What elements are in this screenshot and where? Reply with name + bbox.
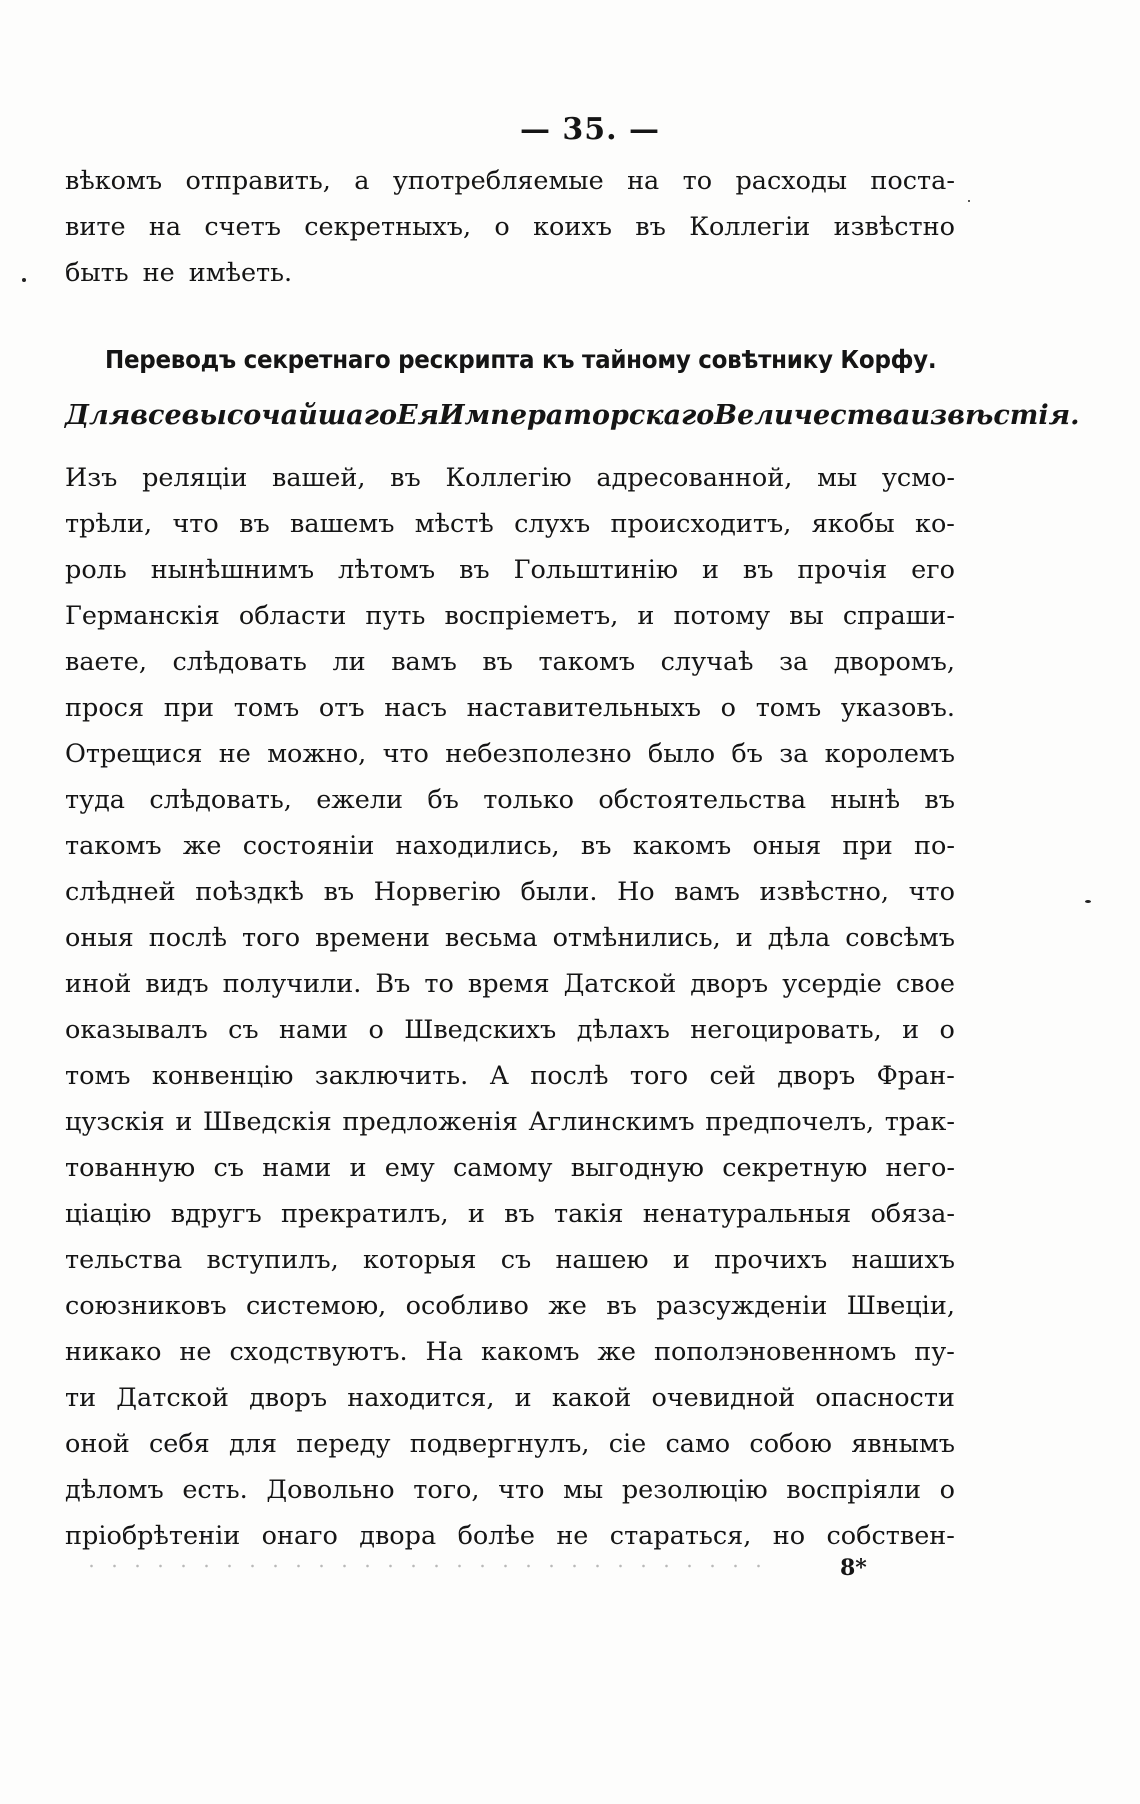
- text-line: [65, 204, 955, 250]
- word: предложенія: [342, 1107, 518, 1137]
- word: совсѣмъ: [845, 923, 955, 953]
- text-line: [65, 250, 955, 296]
- page-number: — 35. —: [519, 112, 661, 147]
- text-line: [65, 1329, 955, 1375]
- word: имѣеть.: [188, 258, 293, 288]
- word: ему: [384, 1153, 435, 1183]
- word: Коллегію: [445, 463, 572, 493]
- word: о: [939, 1475, 955, 1505]
- word: нынѣ: [830, 785, 901, 815]
- subheading-word: Императорскаго: [439, 400, 715, 431]
- word: бъ: [427, 785, 459, 815]
- word: нашею: [555, 1245, 649, 1275]
- word: туда: [65, 785, 126, 815]
- word: дѣломъ: [65, 1475, 164, 1505]
- word: и: [175, 1107, 193, 1137]
- word: въ: [742, 555, 774, 585]
- text-line: [65, 1467, 955, 1513]
- word: Шведскія: [203, 1107, 332, 1137]
- word: мы: [817, 463, 858, 493]
- word: реляціи: [142, 463, 248, 493]
- word: въ: [239, 509, 270, 539]
- word: Германскія: [65, 601, 220, 631]
- word: путь: [365, 601, 426, 631]
- word: весьма: [444, 923, 538, 953]
- subheading-word: Для: [65, 400, 131, 431]
- word: такія: [554, 1199, 624, 1229]
- word: ціацію: [65, 1199, 152, 1229]
- word: вашей,: [272, 463, 366, 493]
- word: вамъ: [391, 647, 457, 677]
- word: Въ: [375, 969, 411, 999]
- word: что: [172, 509, 219, 539]
- word: поѣздкѣ: [195, 877, 304, 907]
- word: цузскія: [65, 1107, 165, 1137]
- word: А: [489, 1061, 509, 1091]
- word: дворъ: [777, 1061, 856, 1091]
- word: секретную: [722, 1153, 868, 1183]
- word: о: [720, 693, 737, 723]
- word: не: [556, 1521, 589, 1551]
- word: разсужденіи: [656, 1291, 828, 1321]
- word: вашемъ: [290, 509, 395, 539]
- word: прочія: [797, 555, 888, 585]
- word: прекратилъ,: [281, 1199, 449, 1229]
- word: слѣдовать: [172, 647, 307, 677]
- word: въ: [390, 463, 421, 493]
- word: сіе: [608, 1429, 647, 1459]
- word: не: [142, 258, 175, 288]
- word: счетъ: [204, 212, 281, 242]
- word: особливо: [405, 1291, 529, 1321]
- word: какомъ: [480, 1337, 580, 1367]
- word: времени: [315, 923, 430, 953]
- word: о: [939, 1015, 955, 1045]
- word: на: [627, 166, 660, 196]
- word: обяза-: [870, 1199, 955, 1229]
- word: въ: [606, 1291, 637, 1321]
- word: мы: [563, 1475, 604, 1505]
- text-line: [65, 731, 955, 777]
- word: сходствуютъ.: [229, 1337, 408, 1367]
- word: въ: [323, 877, 355, 907]
- word: видъ: [145, 969, 209, 999]
- word: быть: [65, 258, 129, 288]
- text-line: [65, 639, 955, 685]
- word: Аглинскимъ: [528, 1107, 695, 1137]
- word: были.: [520, 877, 598, 907]
- word: тельства: [65, 1245, 183, 1275]
- word: же: [597, 1337, 636, 1367]
- word: не: [179, 1337, 212, 1367]
- word: Коллегіи: [689, 212, 811, 242]
- word: Гольштинію: [513, 555, 679, 585]
- word: томъ: [65, 1061, 131, 1091]
- word: свое: [895, 969, 955, 999]
- word: прося: [65, 693, 145, 723]
- section-heading: Переводъ секретнаго рескрипта къ тайному совѣтнику Корфу.: [105, 345, 937, 374]
- subheading-word: Величества: [714, 400, 911, 431]
- word: ненатуральныя: [642, 1199, 852, 1229]
- word: трак-: [884, 1107, 955, 1137]
- word: стараться,: [609, 1521, 752, 1551]
- word: и: [349, 1153, 367, 1183]
- word: и: [514, 1383, 532, 1413]
- word: то: [682, 166, 713, 196]
- word: воспріяли: [786, 1475, 921, 1505]
- word: было: [647, 739, 716, 769]
- word: томъ: [755, 693, 822, 723]
- word: На: [425, 1337, 463, 1367]
- word: него-: [885, 1153, 955, 1183]
- text-line: [65, 1421, 955, 1467]
- word: очевидной: [651, 1383, 796, 1413]
- word: слухъ: [514, 509, 591, 539]
- text-line: [65, 547, 955, 593]
- word: какой: [551, 1383, 632, 1413]
- word: отмѣнились,: [552, 923, 721, 953]
- word: томъ: [233, 693, 300, 723]
- word: пу-: [914, 1337, 955, 1367]
- word: только: [483, 785, 575, 815]
- subheading-word: всевысочайшаго: [130, 400, 397, 431]
- word: время: [467, 969, 550, 999]
- word: вступилъ,: [206, 1245, 339, 1275]
- word: употребляемые: [392, 166, 604, 196]
- word: себя: [148, 1429, 210, 1459]
- word: собою: [749, 1429, 832, 1459]
- word: системою,: [246, 1291, 387, 1321]
- word: собствен-: [826, 1521, 955, 1551]
- word: бъ: [731, 739, 763, 769]
- word: наставительныхъ: [466, 693, 701, 723]
- word: вите: [65, 212, 126, 242]
- word: нами: [262, 1153, 332, 1183]
- word: конвенцію: [151, 1061, 294, 1091]
- word: слѣдовать,: [149, 785, 292, 815]
- word: въ: [635, 212, 666, 242]
- word: прочихъ: [714, 1245, 828, 1275]
- word: и: [902, 1015, 920, 1045]
- word: отправить,: [185, 166, 331, 196]
- word: о: [494, 212, 510, 242]
- word: усердіе: [782, 969, 882, 999]
- section-subheading: [65, 400, 1080, 431]
- word: тованную: [65, 1153, 196, 1183]
- text-line: [65, 455, 955, 501]
- word: лѣтомъ: [338, 555, 436, 585]
- word: въ: [580, 831, 612, 861]
- print-speck: [22, 278, 26, 282]
- word: переду: [296, 1429, 391, 1459]
- word: трѣли,: [65, 509, 153, 539]
- word: вдругъ: [170, 1199, 262, 1229]
- word: оной: [65, 1429, 130, 1459]
- word: резолюцію: [621, 1475, 768, 1505]
- word: нашихъ: [851, 1245, 955, 1275]
- word: случаѣ: [660, 647, 754, 677]
- word: которыя: [362, 1245, 477, 1275]
- word: того,: [413, 1475, 480, 1505]
- word: вѣкомъ: [65, 166, 163, 196]
- word: происходитъ,: [610, 509, 792, 539]
- word: и: [467, 1199, 485, 1229]
- word: воспріеметъ,: [444, 601, 619, 631]
- word: состояніи: [242, 831, 375, 861]
- word: болѣе: [457, 1521, 535, 1551]
- text-line: [65, 685, 955, 731]
- word: но: [772, 1521, 806, 1551]
- word: онаго: [261, 1521, 338, 1551]
- word: Фран-: [876, 1061, 955, 1091]
- word: въ: [459, 555, 490, 585]
- word: указовъ.: [840, 693, 955, 723]
- word: нынѣшнимъ: [150, 555, 315, 585]
- word: для: [229, 1429, 278, 1459]
- word: вамъ: [674, 877, 740, 907]
- word: и: [735, 923, 753, 953]
- word: получили.: [222, 969, 362, 999]
- word: слѣдней: [65, 877, 176, 907]
- word: нами: [279, 1015, 349, 1045]
- word: а: [354, 166, 370, 196]
- word: Швеціи,: [846, 1291, 955, 1321]
- word: Норвегію: [373, 877, 501, 907]
- word: такомъ: [65, 831, 162, 861]
- word: дворъ: [249, 1383, 328, 1413]
- word: и: [701, 555, 719, 585]
- word: можно,: [267, 739, 367, 769]
- word: насъ: [384, 693, 447, 723]
- word: дѣлахъ: [576, 1015, 670, 1045]
- word: есть.: [182, 1475, 248, 1505]
- text-line: [65, 1513, 955, 1559]
- word: такомъ: [538, 647, 636, 677]
- word: ежели: [316, 785, 404, 815]
- word: оказывалъ: [65, 1015, 208, 1045]
- word: расходы: [735, 166, 848, 196]
- word: при: [842, 831, 893, 861]
- word: выгодную: [570, 1153, 704, 1183]
- word: извѣстно: [833, 212, 955, 242]
- text-line: [65, 1145, 955, 1191]
- word: извѣстно,: [759, 877, 890, 907]
- word: послѣ: [530, 1061, 609, 1091]
- print-speck: [1085, 900, 1091, 903]
- text-line: [65, 593, 955, 639]
- word: небезполезно: [445, 739, 632, 769]
- word: Датской: [563, 969, 677, 999]
- word: съ: [213, 1153, 244, 1183]
- word: съ: [228, 1015, 259, 1045]
- word: Датской: [116, 1383, 229, 1413]
- word: и: [637, 601, 655, 631]
- text-line: [65, 869, 955, 915]
- word: якобы: [811, 509, 895, 539]
- word: подвергнулъ,: [409, 1429, 590, 1459]
- word: предпочелъ,: [705, 1107, 875, 1137]
- word: о: [368, 1015, 384, 1045]
- print-speck: [968, 200, 970, 202]
- word: не: [218, 739, 251, 769]
- text-line: [65, 1237, 955, 1283]
- word: дворомъ,: [833, 647, 955, 677]
- word: въ: [482, 647, 513, 677]
- word: области: [238, 601, 347, 631]
- word: въ: [924, 785, 955, 815]
- body-paragraph: [65, 455, 955, 1559]
- word: секретныхъ,: [304, 212, 472, 242]
- text-line: [65, 1191, 955, 1237]
- word: Изъ: [65, 463, 118, 493]
- word: Отрещися: [65, 739, 203, 769]
- intro-paragraph: [65, 158, 955, 296]
- word: оныя: [65, 923, 134, 953]
- word: сей: [709, 1061, 756, 1091]
- word: того: [241, 923, 301, 953]
- word: Довольно: [266, 1475, 395, 1505]
- signature-mark: 8*: [840, 1555, 867, 1581]
- text-line: [65, 1053, 955, 1099]
- word: вы: [789, 601, 824, 631]
- word: поста-: [870, 166, 955, 196]
- word: оныя: [752, 831, 822, 861]
- text-line: [65, 1099, 955, 1145]
- word: за: [779, 647, 809, 677]
- word: королемъ: [824, 739, 955, 769]
- text-line: [65, 1283, 955, 1329]
- word: иной: [65, 969, 132, 999]
- word: союзниковъ: [65, 1291, 227, 1321]
- subheading-word: извѣстія.: [910, 400, 1080, 431]
- word: и: [672, 1245, 690, 1275]
- word: негоцировать,: [690, 1015, 882, 1045]
- word: съ: [500, 1245, 532, 1275]
- word: само: [665, 1429, 731, 1459]
- word: то: [424, 969, 454, 999]
- word: явнымъ: [851, 1429, 955, 1459]
- text-line: [65, 777, 955, 823]
- word: отъ: [318, 693, 365, 723]
- word: послѣ: [148, 923, 227, 953]
- word: заключить.: [314, 1061, 469, 1091]
- word: находились,: [395, 831, 560, 861]
- word: что: [382, 739, 429, 769]
- word: за: [779, 739, 809, 769]
- word: въ: [504, 1199, 535, 1229]
- word: ли: [332, 647, 366, 677]
- text-line: [65, 158, 955, 204]
- word: находится,: [347, 1383, 495, 1413]
- word: спраши-: [842, 601, 955, 631]
- word: же: [548, 1291, 587, 1321]
- word: двора: [359, 1521, 437, 1551]
- word: потому: [673, 601, 771, 631]
- word: пополэновенномъ: [653, 1337, 897, 1367]
- word: адресованной,: [596, 463, 793, 493]
- word: какомъ: [632, 831, 732, 861]
- text-line: [65, 915, 955, 961]
- text-line: [65, 961, 955, 1007]
- word: коихъ: [533, 212, 612, 242]
- word: Но: [617, 877, 655, 907]
- word: самому: [452, 1153, 553, 1183]
- word: что: [498, 1475, 545, 1505]
- word: никако: [65, 1337, 162, 1367]
- word: обстоятельства: [598, 785, 807, 815]
- word: же: [182, 831, 222, 861]
- text-line: [65, 1007, 955, 1053]
- word: ваете,: [65, 647, 147, 677]
- word: по-: [913, 831, 955, 861]
- text-line: [65, 501, 955, 547]
- word: на: [148, 212, 182, 242]
- word: дѣла: [767, 923, 831, 953]
- word: ко-: [915, 509, 955, 539]
- word: его: [911, 555, 955, 585]
- word: пріобрѣтеніи: [65, 1521, 241, 1551]
- word: мѣстѣ: [414, 509, 494, 539]
- word: опасности: [815, 1383, 955, 1413]
- text-line: [65, 823, 955, 869]
- word: Шведскихъ: [404, 1015, 557, 1045]
- word: роль: [65, 555, 127, 585]
- word: что: [908, 877, 955, 907]
- word: ти: [65, 1383, 97, 1413]
- print-noise: [80, 1562, 780, 1570]
- word: усмо-: [881, 463, 955, 493]
- word: дворъ: [690, 969, 769, 999]
- word: при: [163, 693, 215, 723]
- word: того: [629, 1061, 689, 1091]
- text-line: [65, 1375, 955, 1421]
- subheading-word: Ея: [396, 400, 440, 431]
